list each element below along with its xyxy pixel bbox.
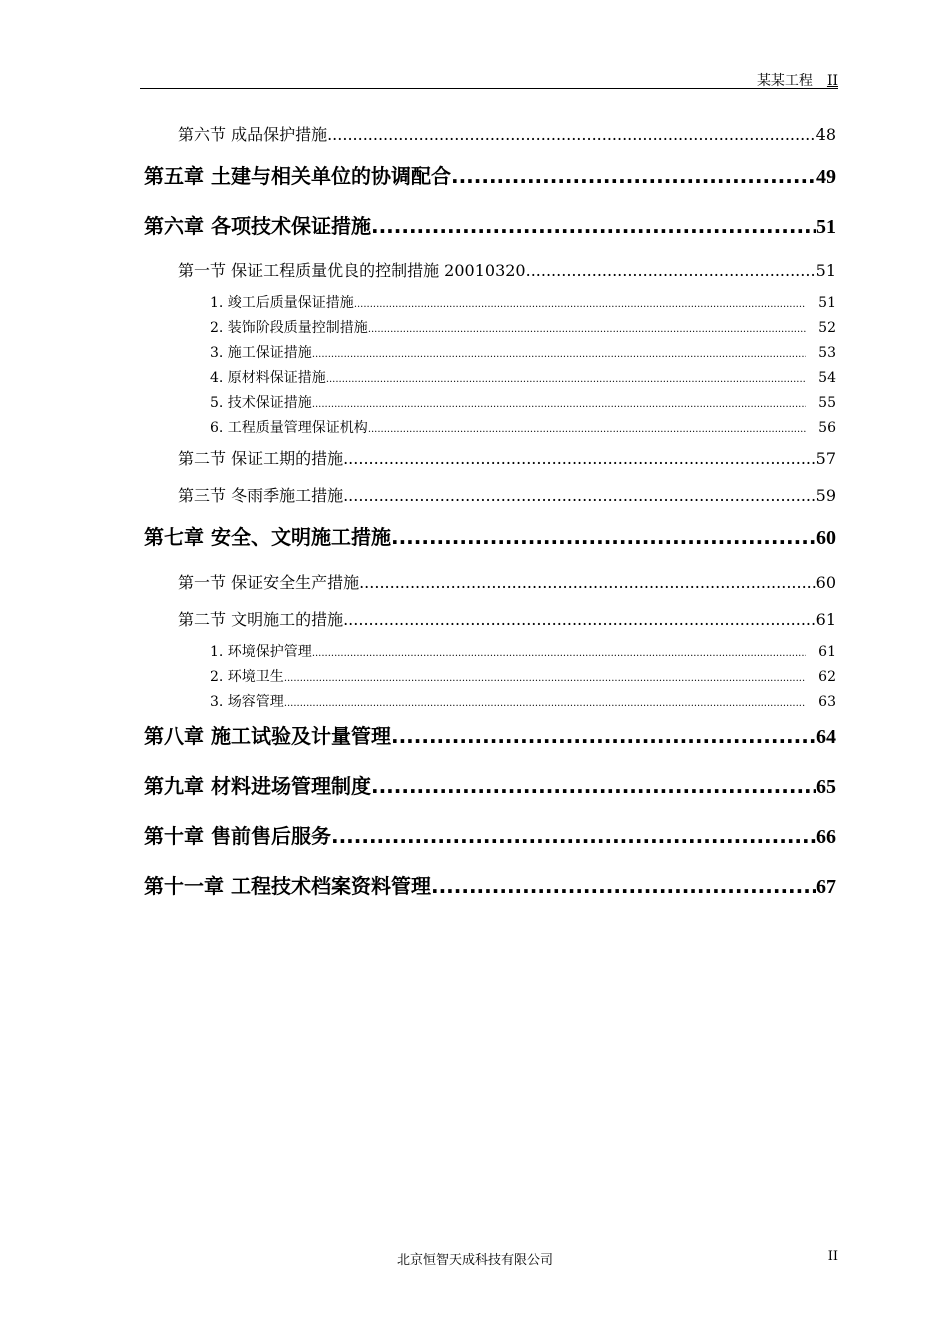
toc-entry-ch[interactable] xyxy=(144,160,836,189)
toc-leader-dots xyxy=(284,698,806,709)
toc-entry-sec[interactable] xyxy=(178,570,836,593)
toc-entry-sub[interactable] xyxy=(210,317,836,337)
toc-entry-sec[interactable] xyxy=(178,122,836,145)
toc-leader-dots xyxy=(431,874,816,898)
toc-entry-page: 49 xyxy=(816,166,836,188)
toc-entry-title: 1. 竣工后质量保证措施 xyxy=(210,295,354,311)
toc-entry-title: 第一节 保证安全生产措施 xyxy=(178,573,360,592)
toc-entry-page: 61 xyxy=(818,644,836,660)
toc-entry-sub[interactable] xyxy=(210,691,836,711)
toc-entry-title: 2. 环境卫生 xyxy=(210,669,284,685)
toc-entry-sub[interactable] xyxy=(210,641,836,661)
toc-entry-page: 61 xyxy=(815,610,836,629)
toc-leader-dots xyxy=(343,486,816,505)
toc-entry-title: 4. 原材料保证措施 xyxy=(210,370,326,386)
toc-entry-ch[interactable] xyxy=(144,770,836,799)
toc-entry-title: 第三节 冬雨季施工措施 xyxy=(178,486,344,505)
toc-entry-ch[interactable] xyxy=(144,521,836,550)
toc-leader-dots xyxy=(371,214,816,238)
toc-entry-page: 63 xyxy=(818,694,836,710)
page-header xyxy=(757,70,838,90)
toc-entry-title: 第六章 各项技术保证措施 xyxy=(144,214,371,238)
toc-leader-dots xyxy=(331,824,816,848)
toc-entry-ch[interactable] xyxy=(144,870,836,899)
toc-leader-dots xyxy=(391,525,816,549)
toc-leader-dots xyxy=(326,374,806,385)
toc-entry-page: 57 xyxy=(815,449,836,468)
toc-entry-page: 53 xyxy=(818,345,836,361)
toc-entry-title: 第十一章 工程技术档案资料管理 xyxy=(144,874,431,898)
toc-leader-dots xyxy=(368,324,806,335)
toc-leader-dots xyxy=(368,424,806,435)
toc-leader-dots xyxy=(327,125,816,144)
toc-entry-title: 5. 技术保证措施 xyxy=(210,395,312,411)
toc-entry-page: 60 xyxy=(815,573,836,592)
footer-company: 北京恒智天成科技有限公司 xyxy=(396,1253,553,1268)
toc-leader-dots xyxy=(284,673,806,684)
toc-entry-page: 51 xyxy=(815,261,836,280)
header-title: 某某工程 xyxy=(756,73,813,89)
toc-entry-title: 第七章 安全、文明施工措施 xyxy=(144,525,391,549)
toc-entry-title: 第二节 文明施工的措施 xyxy=(178,610,344,629)
toc-entry-page: 54 xyxy=(818,370,836,386)
toc-leader-dots xyxy=(371,774,816,798)
toc-entry-title: 第一节 保证工程质量优良的控制措施 20010320 xyxy=(178,261,526,280)
toc-entry-title: 第六节 成品保护措施 xyxy=(178,125,328,144)
toc-entry-page: 60 xyxy=(816,527,836,549)
toc-entry-ch[interactable] xyxy=(144,210,836,239)
toc-entry-title: 第九章 材料进场管理制度 xyxy=(144,774,371,798)
toc-entry-page: 48 xyxy=(815,125,836,144)
toc-entry-title: 第五章 土建与相关单位的协调配合 xyxy=(144,164,451,188)
header-divider xyxy=(140,88,838,89)
toc-entry-ch[interactable] xyxy=(144,720,836,749)
toc-leader-dots xyxy=(312,399,806,410)
toc-entry-page: 59 xyxy=(815,486,836,505)
toc-leader-dots xyxy=(343,449,816,468)
toc-entry-page: 52 xyxy=(818,320,836,336)
toc-entry-sec[interactable] xyxy=(178,483,836,506)
toc-entry-sec[interactable] xyxy=(178,258,836,281)
toc-leader-dots xyxy=(354,299,806,310)
footer-page-number: II xyxy=(827,1249,838,1264)
toc-leader-dots xyxy=(359,573,816,592)
toc-entry-title: 6. 工程质量管理保证机构 xyxy=(210,420,368,436)
toc-leader-dots xyxy=(343,610,816,629)
toc-entry-sec[interactable] xyxy=(178,446,836,469)
toc-entry-page: 66 xyxy=(816,826,836,848)
toc-leader-dots xyxy=(312,648,806,659)
toc-entry-page: 67 xyxy=(816,876,836,898)
toc-leader-dots xyxy=(391,724,816,748)
toc-entry-ch[interactable] xyxy=(144,820,836,849)
toc-entry-sub[interactable] xyxy=(210,367,836,387)
toc-entry-sub[interactable] xyxy=(210,666,836,686)
toc-leader-dots xyxy=(312,349,806,360)
toc-entry-sub[interactable] xyxy=(210,292,836,312)
toc-entry-page: 64 xyxy=(816,726,836,748)
toc-entry-title: 第八章 施工试验及计量管理 xyxy=(144,724,391,748)
toc-entry-page: 62 xyxy=(818,669,836,685)
toc-entry-title: 1. 环境保护管理 xyxy=(210,644,312,660)
header-page-number: II xyxy=(826,73,838,89)
toc-entry-page: 51 xyxy=(816,216,836,238)
toc-entry-title: 2. 装饰阶段质量控制措施 xyxy=(210,320,368,336)
toc-leader-dots xyxy=(526,261,816,280)
toc-entry-title: 第二节 保证工期的措施 xyxy=(178,449,344,468)
toc-entry-sub[interactable] xyxy=(210,342,836,362)
toc-entry-sub[interactable] xyxy=(210,392,836,412)
toc-entry-sec[interactable] xyxy=(178,607,836,630)
toc-leader-dots xyxy=(451,164,816,188)
toc-entry-sub[interactable] xyxy=(210,417,836,437)
toc-entry-page: 56 xyxy=(818,420,836,436)
toc-entry-title: 3. 施工保证措施 xyxy=(210,345,312,361)
toc-entry-title: 3. 场容管理 xyxy=(210,694,284,710)
toc-entry-page: 65 xyxy=(816,776,836,798)
toc-entry-page: 51 xyxy=(818,295,836,311)
toc-entry-title: 第十章 售前售后服务 xyxy=(144,824,331,848)
toc-entry-page: 55 xyxy=(818,395,836,411)
